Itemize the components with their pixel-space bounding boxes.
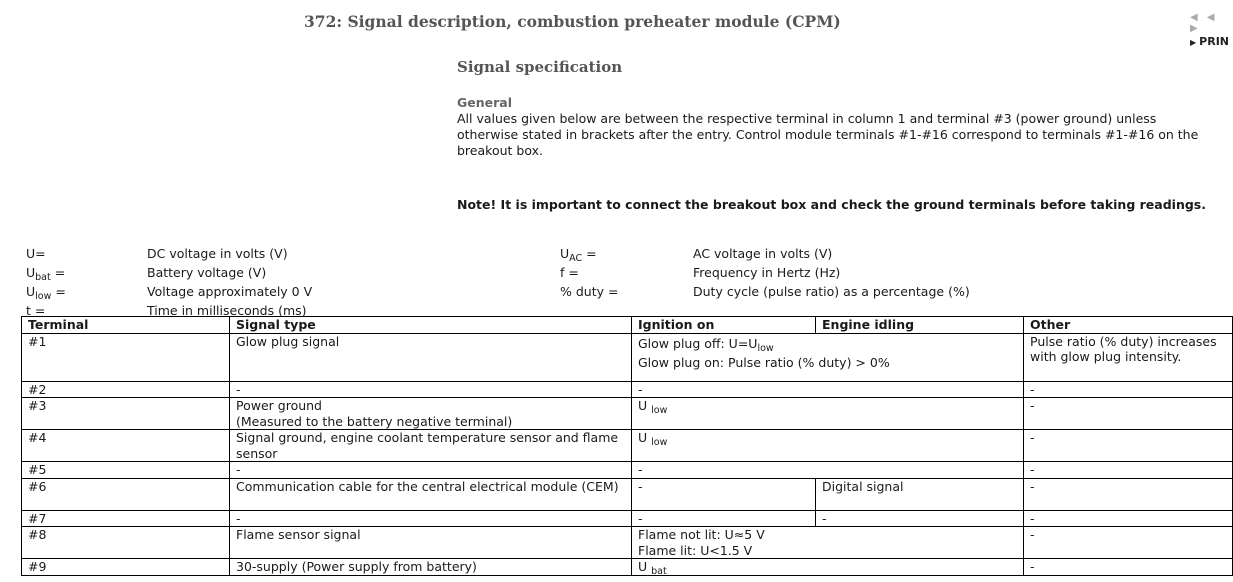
cell-other: Pulse ratio (% duty) increases with glow plug intensity. (1024, 333, 1233, 381)
definitions-right (560, 244, 970, 301)
cell-ignition: Flame not lit: U≈5 V Flame lit: U<1.5 V (632, 527, 1024, 559)
chevron-right-icon: ▶ (1190, 38, 1197, 47)
def-row-ubat (26, 263, 312, 282)
cell-other: - (1024, 430, 1233, 462)
cell-signal: Flame sensor signal (230, 527, 632, 559)
cell-signal: - (230, 510, 632, 527)
cell-terminal: #9 (22, 559, 230, 576)
table-header-row (22, 317, 1233, 334)
nav-arrows[interactable]: ◀◀ ▶ (1190, 12, 1224, 34)
cell-terminal: #2 (22, 381, 230, 398)
cell-signal: Power ground (Measured to the battery negative terminal) (230, 398, 632, 430)
table-row (22, 527, 1233, 559)
def-description: Voltage approximately 0 V (147, 284, 313, 299)
table-row (22, 333, 1233, 381)
general-text: All values given below are between the respective terminal in column 1 and terminal #3 (power ground) unless otherwise stated in brackets after the entry. Control module terminals #1-#16 correspond to terminals #1-#16 on the breakout box. (457, 111, 1199, 158)
def-row-ulow (26, 282, 312, 301)
print-button[interactable] (1190, 35, 1229, 48)
cell-terminal: #7 (22, 510, 230, 527)
cell-terminal: #5 (22, 462, 230, 479)
def-description: Frequency in Hertz (Hz) (693, 265, 841, 280)
cell-ignition: - (632, 462, 1024, 479)
cell-other: - (1024, 398, 1233, 430)
table-row (22, 381, 1233, 398)
def-row-duty (560, 282, 970, 301)
header-engine-idling: Engine idling (816, 317, 1024, 334)
cell-ignition: U $_{low}$ (632, 398, 1024, 430)
header-other: Other (1024, 317, 1233, 334)
cell-ignition: - (632, 478, 816, 510)
def-symbol: $U_{bat}$ = (26, 265, 66, 283)
table-row (22, 430, 1233, 462)
cell-signal: - (230, 381, 632, 398)
header-signal-type: Signal type (230, 317, 632, 334)
cell-terminal: #3 (22, 398, 230, 430)
def-description: Time in milliseconds (ms) (147, 303, 307, 318)
cell-signal: - (230, 462, 632, 479)
definitions-left (26, 244, 312, 320)
cell-ignition: U $_{bat}$ (632, 559, 1024, 576)
def-symbol: U= (26, 246, 46, 261)
def-row-uac (560, 244, 970, 263)
table-row (22, 478, 1233, 510)
cell-terminal: #6 (22, 478, 230, 510)
cell-other: - (1024, 559, 1233, 576)
cell-other: - (1024, 527, 1233, 559)
cell-other: - (1024, 462, 1233, 479)
cell-ignition: Glow plug off: $U=U_{low}$ Glow plug on: Pulse ratio (% duty) > 0% (632, 333, 1024, 381)
cell-signal: Communication cable for the central electrical module (CEM) (230, 478, 632, 510)
cell-idling: Digital signal (816, 478, 1024, 510)
cell-terminal: #4 (22, 430, 230, 462)
def-row-u (26, 244, 312, 263)
cell-ignition: - (632, 381, 1024, 398)
table-row (22, 462, 1233, 479)
cell-signal: Glow plug signal (230, 333, 632, 381)
def-symbol: f = (560, 265, 579, 280)
table-row (22, 559, 1233, 576)
def-symbol: % duty = (560, 284, 619, 299)
def-symbol: $U_{low}$ = (26, 284, 66, 302)
cell-other: - (1024, 478, 1233, 510)
cell-other: - (1024, 381, 1233, 398)
general-heading: General (457, 95, 512, 110)
cell-ignition: - (632, 510, 816, 527)
cell-ignition: U $_{low}$ (632, 430, 1024, 462)
print-label: PRIN (1199, 35, 1229, 48)
def-row-f (560, 263, 970, 282)
def-description: AC voltage in volts (V) (693, 246, 833, 261)
cell-signal: Signal ground, engine coolant temperature sensor and flame sensor (230, 430, 632, 462)
signal-table (21, 316, 1233, 576)
note-text: Note! It is important to connect the breakout box and check the ground terminals before taking readings. (457, 197, 1206, 212)
def-description: DC voltage in volts (V) (147, 246, 288, 261)
header-terminal: Terminal (22, 317, 230, 334)
table-row (22, 510, 1233, 527)
cell-idling: - (816, 510, 1024, 527)
table-row (22, 398, 1233, 430)
cell-terminal: #1 (22, 333, 230, 381)
def-symbol: t = (26, 303, 46, 318)
def-symbol: $U_{AC}$ = (560, 246, 597, 264)
cell-terminal: #8 (22, 527, 230, 559)
def-description: Battery voltage (V) (147, 265, 267, 280)
header-ignition-on: Ignition on (632, 317, 816, 334)
section-title: Signal specification (457, 58, 623, 76)
cell-signal: 30-supply (Power supply from battery) (230, 559, 632, 576)
cell-other: - (1024, 510, 1233, 527)
def-description: Duty cycle (pulse ratio) as a percentage (%) (693, 284, 970, 299)
page-title: 372: Signal description, combustion preheater module (CPM) (304, 12, 841, 31)
